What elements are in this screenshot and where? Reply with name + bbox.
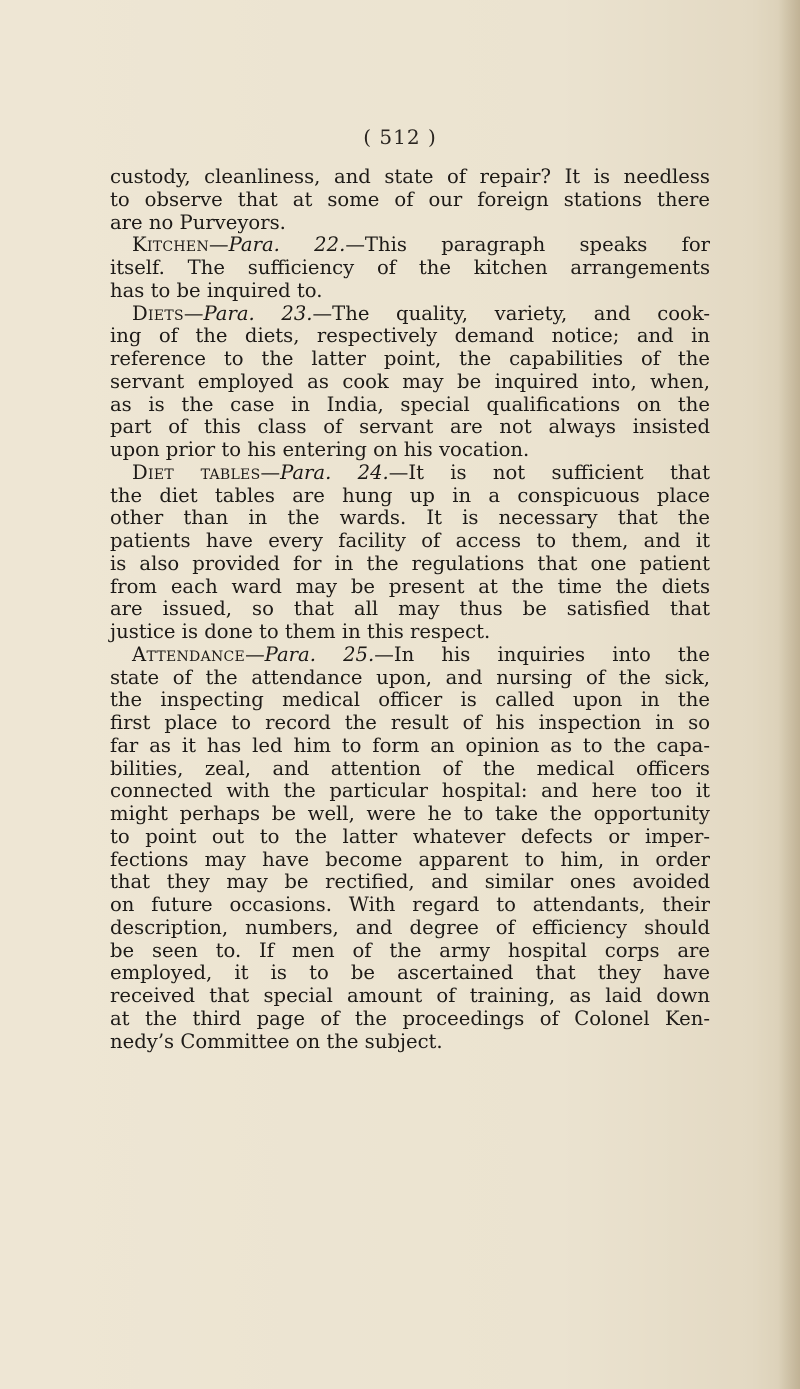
text-line: justice is done to them in this respect.	[110, 620, 491, 643]
text-line: itself. The sufficiency of the kitchen arrangements	[110, 256, 710, 279]
text-line: bilities, zeal, and attention of the medical officers	[110, 756, 710, 780]
text-line: servant employed as cook may be inquired into, when,	[110, 369, 710, 393]
page-edge-shadow	[778, 0, 800, 1389]
line-text: —It is not sufficient that	[388, 460, 710, 484]
heading-dash: —	[209, 233, 229, 257]
text-line: might perhaps be well, were he to take the opportunity	[110, 802, 710, 825]
text-line: part of this class of servant are not always insisted	[110, 415, 710, 439]
text-line: upon prior to his entering on his vocation.	[110, 438, 530, 461]
text-line: to observe that at some of our foreign stations there	[110, 187, 710, 211]
line-text: —In his inquiries into the	[374, 642, 710, 666]
text-line: the diet tables are hung up in a conspicuous place	[110, 483, 710, 507]
text-line: ing of the diets, respectively demand notice; and in	[110, 324, 710, 348]
text-line: connected with the particular hospital: and here too it	[110, 779, 710, 803]
text-line: state of the attendance upon, and nursing of the sick,	[110, 665, 710, 689]
text-line: the inspecting medical officer is called upon in the	[110, 688, 710, 712]
section-heading-line	[110, 644, 710, 667]
paragraph-reference: Para. 24.	[280, 460, 389, 484]
heading-dash: —	[245, 642, 265, 666]
text-line: are no Purveyors.	[110, 210, 286, 234]
text-line: at the third page of the proceedings of Colonel Ken-	[110, 1006, 710, 1030]
section-heading: Attendance	[132, 642, 246, 666]
section-heading-line	[110, 303, 710, 326]
text-line: other than in the wards. It is necessary that the	[110, 506, 710, 530]
text-line: patients have every facility of access to them, and it	[110, 529, 710, 552]
text-line: is also provided for in the regulations that one patient	[110, 551, 710, 575]
text-line: first place to record the result of his inspection in so	[110, 711, 710, 734]
text-line: employed, it is to be ascertained that they have	[110, 961, 710, 985]
text-line: received that special amount of training, as laid down	[110, 984, 710, 1007]
text-line: custody, cleanliness, and state of repair? It is needless	[110, 165, 710, 188]
section-heading-line	[110, 462, 710, 485]
paragraph-reference: Para. 23.	[203, 301, 313, 325]
section-heading: Diets	[132, 301, 184, 325]
paragraph-reference: Para. 25.	[264, 642, 375, 666]
text-line: far as it has led him to form an opinion as to the capa-	[110, 733, 710, 757]
text-line: description, numbers, and degree of efficiency should	[110, 915, 710, 939]
text-line: are issued, so that all may thus be satisfied that	[110, 597, 710, 621]
text-line: be seen to. If men of the army hospital corps are	[110, 938, 710, 962]
page-number: ( 512 )	[363, 125, 437, 149]
heading-dash: —	[183, 301, 204, 325]
text-line: as is the case in India, special qualifications on the	[110, 392, 710, 416]
body-text	[110, 166, 710, 1053]
section-heading: Kitchen	[132, 233, 209, 257]
text-line: fections may have become apparent to him, in order	[110, 847, 710, 871]
line-text: —This paragraph speaks for	[345, 233, 711, 257]
section-heading-line	[110, 234, 710, 257]
text-line: nedy’s Committee on the subject.	[110, 1029, 443, 1053]
text-line: reference to the latter point, the capabilities of the	[110, 347, 710, 370]
text-line: from each ward may be present at the time the diets	[110, 574, 710, 598]
text-line: has to be inquired to.	[110, 278, 323, 302]
section-heading: Diet tables	[132, 460, 261, 484]
paragraph-reference: Para. 22.	[228, 233, 346, 257]
text-line: to point out to the latter whatever defects or imper-	[110, 824, 710, 848]
text-line: on future occasions. With regard to attendants, their	[110, 893, 710, 916]
text-line: that they may be rectified, and similar ones avoided	[110, 870, 710, 894]
heading-dash: —	[260, 460, 281, 484]
line-text: —The quality, variety, and cook-	[312, 301, 711, 325]
